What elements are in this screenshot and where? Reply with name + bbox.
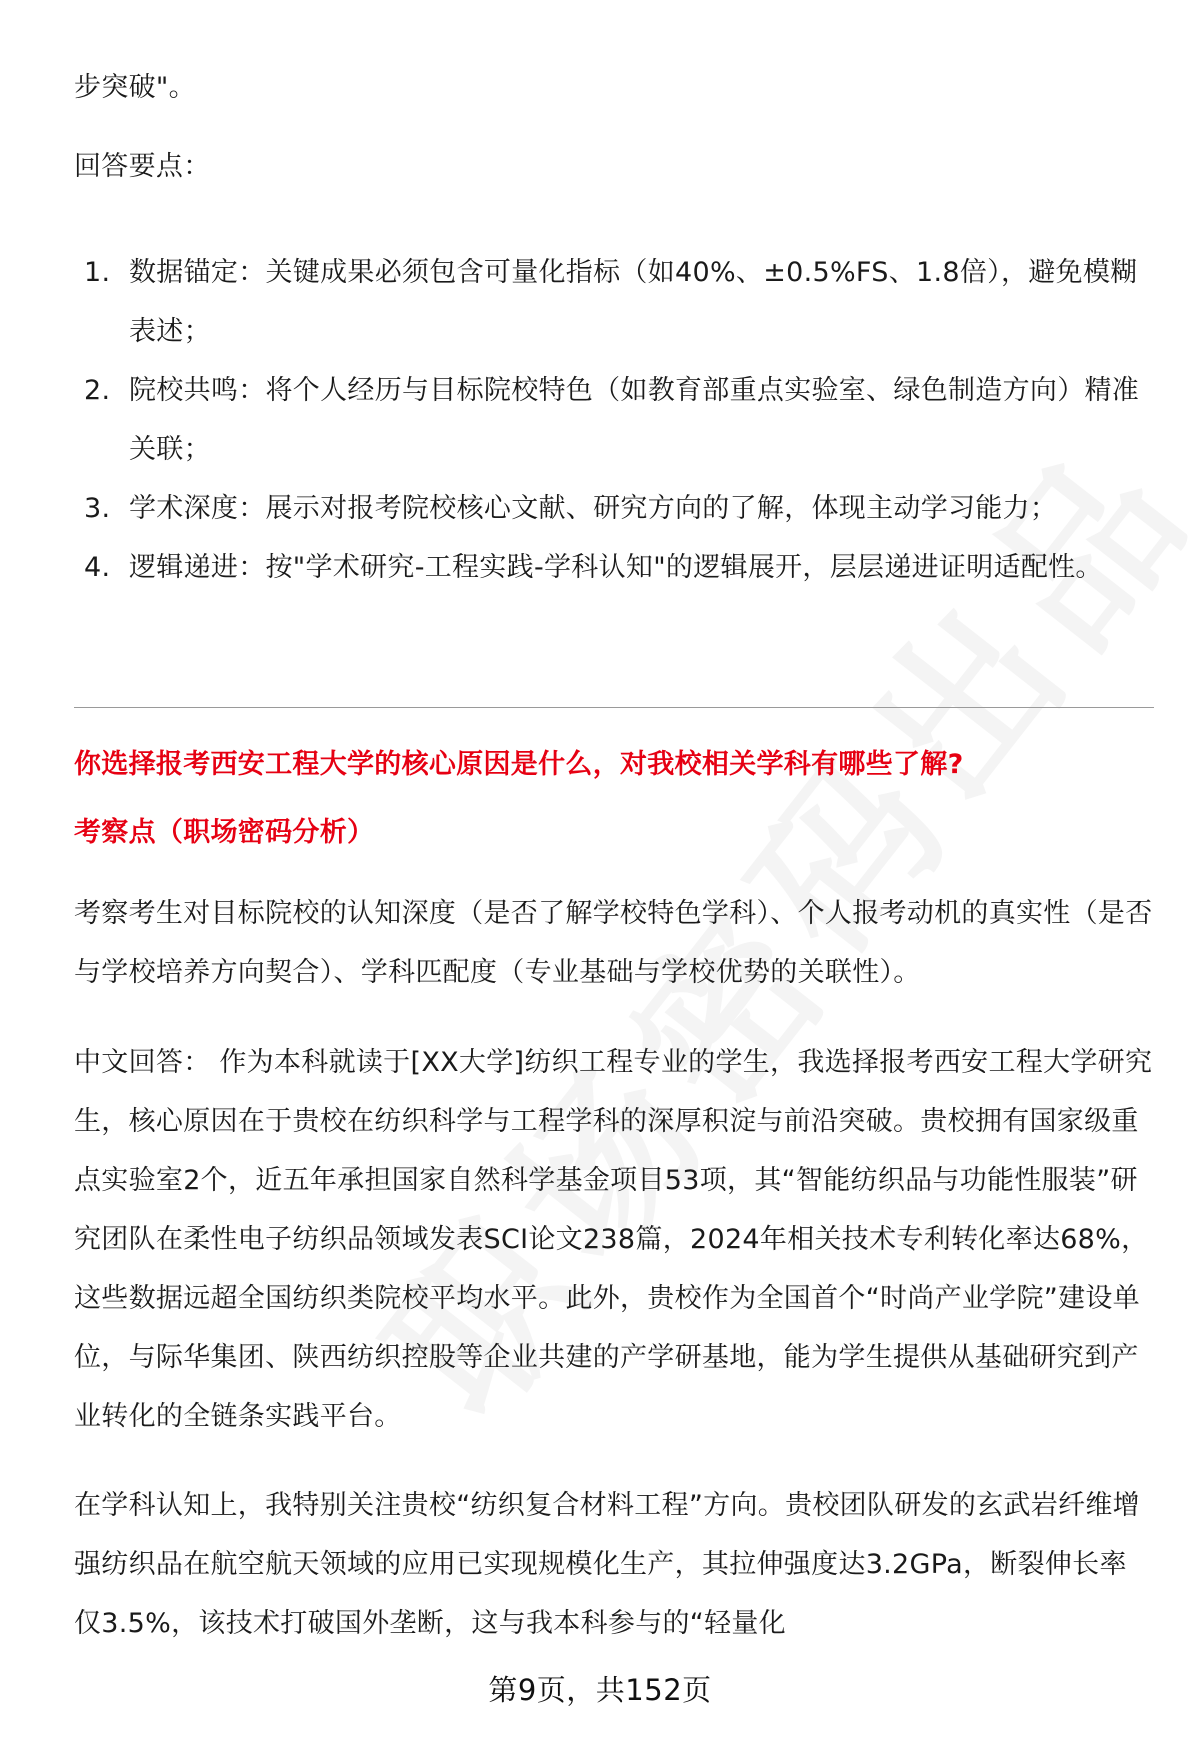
answer-points-list [74,243,1154,597]
intro-tail-text: 步突破"。 [74,72,196,103]
list-item-number: 2. [84,375,111,406]
answer-paragraph-2: 在学科认知上，我特别关注贵校“纺织复合材料工程”方向。贵校团队研发的玄武岩纤维增强纺织品在航空航天领域的应用已实现规模化生产，其拉伸强度达3.2GPa，断裂伸长率仅3.5%，该技术打破国外垄断，这与我本科参与的“轻量化 [74,1490,1140,1639]
list-item-text: 院校共鸣：将个人经历与目标院校特色（如教育部重点实验室、绿色制造方向）精准关联； [129,375,1140,465]
list-item-number: 3. [84,493,111,524]
list-item-number: 4. [84,552,111,583]
list-item [74,361,1154,479]
answer-paragraph-1: 中文回答： 作为本科就读于[XX大学]纺织工程专业的学生，我选择报考西安工程大学研究生，核心原因在于贵校在纺织科学与工程学科的深厚积淀与前沿突破。贵校拥有国家级重点实验室2个，近五年承担国家自然科学基金项目53项，其“智能纺织品与功能性服装”研究团队在柔性电子纺织品领域发表SCI论文238篇，2024年相关技术专利转化率达68%，这些数据远超全国纺织类院校平均水平。此外，贵校作为全国首个“时尚产业学院”建设单位，与际华集团、陕西纺织控股等企业共建的产学研基地，能为学生提供从基础研究到产业转化的全链条实践平台。 [74,1047,1153,1432]
section-divider [74,707,1154,708]
focus-heading: 考察点（职场密码分析） [74,817,375,848]
list-item-text: 数据锚定：关键成果必须包含可量化指标（如40%、±0.5%FS、1.8倍），避免模糊表述； [129,257,1138,347]
list-item-text: 逻辑递进：按"学术研究-工程实践-学科认知"的逻辑展开，层层递进证明适配性。 [129,552,1103,583]
list-item [74,538,1154,597]
list-item-text: 学术深度：展示对报考院校核心文献、研究方向的了解，体现主动学习能力； [129,493,1058,524]
list-item [74,243,1154,361]
focus-text: 考察考生对目标院校的认知深度（是否了解学校特色学科）、个人报考动机的真实性（是否与学校培养方向契合）、学科匹配度（专业基础与学校优势的关联性）。 [74,898,1153,988]
list-item [74,479,1154,538]
page-number-footer: 第9页，共152页 [488,1673,712,1707]
question-title: 你选择报考西安工程大学的核心原因是什么，对我校相关学科有哪些了解? [74,749,964,780]
answer-points-heading: 回答要点： [74,151,211,182]
list-item-number: 1. [84,257,111,288]
